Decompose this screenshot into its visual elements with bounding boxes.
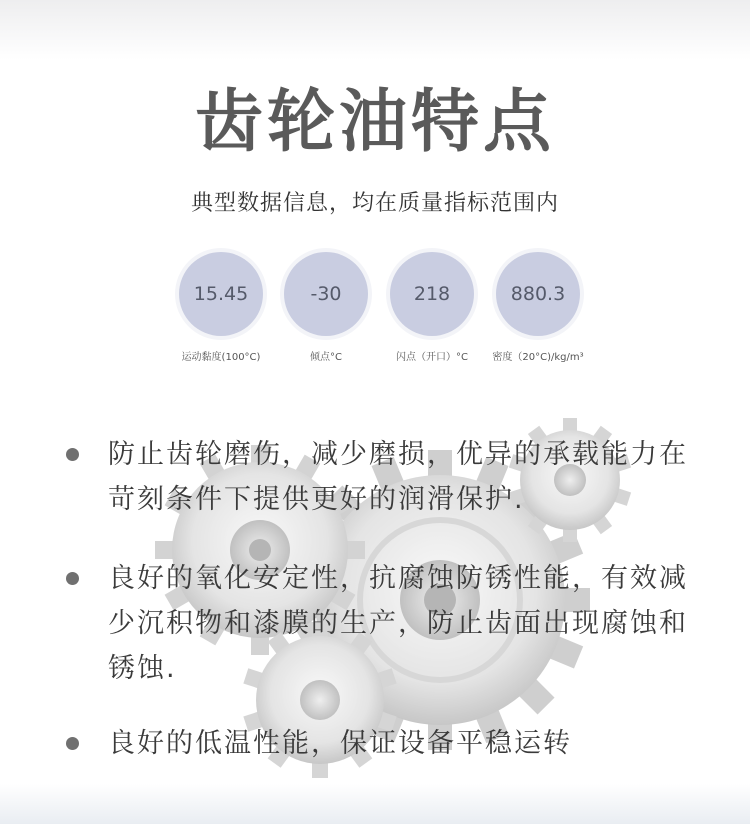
feature-text: 防止齿轮磨伤，减少磨损，优异的承载能力在苛刻条件下提供更好的润滑保护.: [108, 439, 688, 515]
stat-value: 218: [390, 252, 474, 336]
stat-label: 运动黏度(100°C): [181, 352, 261, 363]
stat-label: 闪点（开口）°C: [396, 352, 468, 363]
stat-value: 15.45: [179, 252, 263, 336]
feature-item: [66, 432, 706, 522]
feature-item: [66, 556, 706, 691]
page-title: 齿轮油特点: [194, 83, 555, 162]
stat-label: 密度（20°C)/kg/m³: [492, 352, 584, 363]
stat-value: -30: [284, 252, 368, 336]
bottom-gradient: [0, 784, 750, 824]
stat-density: [463, 252, 613, 363]
bullet-dot-icon: [66, 448, 79, 461]
stat-label: 倾点°C: [310, 352, 342, 363]
stat-value: 880.3: [496, 252, 580, 336]
page-subtitle: 典型数据信息，均在质量指标范围内: [190, 191, 559, 216]
feature-item: [66, 721, 706, 766]
feature-text: 良好的氧化安定性，抗腐蚀防锈性能，有效减少沉积物和漆膜的生产，防止齿面出现腐蚀和锈蚀.: [108, 563, 688, 684]
feature-text: 良好的低温性能，保证设备平稳运转: [108, 728, 572, 759]
bullet-dot-icon: [66, 572, 79, 585]
top-gradient: [0, 0, 750, 60]
bullet-dot-icon: [66, 737, 79, 750]
